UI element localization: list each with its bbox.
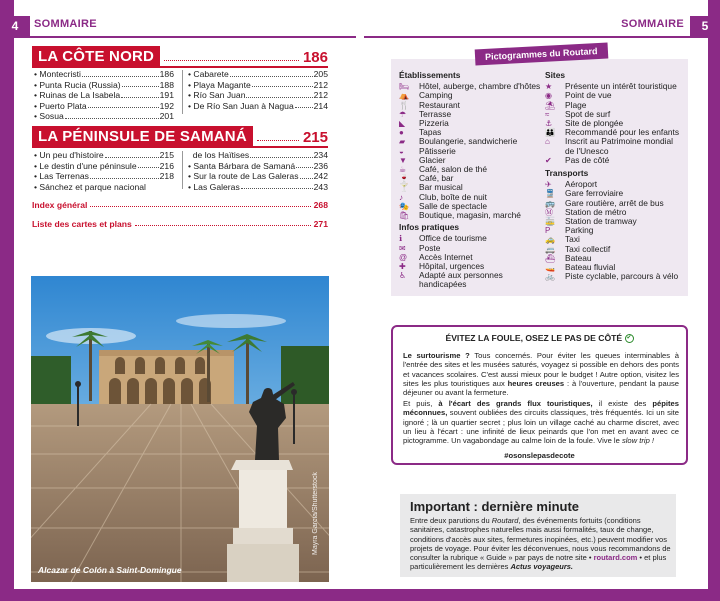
toc-page: 212	[313, 90, 328, 101]
toc-entry[interactable]	[34, 182, 174, 193]
toc-entry[interactable]	[34, 90, 174, 101]
leader-dots	[82, 69, 159, 77]
infos-list	[399, 234, 541, 289]
toc-name: Santa Bárbara de Samaná	[193, 160, 296, 171]
pictogram-icon: ℹ	[399, 234, 403, 244]
maps-list-link[interactable]	[32, 219, 328, 229]
pictogram-label: Point de vue	[565, 90, 612, 101]
pictogram-item	[399, 271, 541, 289]
pictogram-label: Gare ferroviaire	[565, 188, 624, 199]
right-header-rule	[364, 36, 708, 38]
pictogram-icon: 🍸	[399, 183, 409, 193]
toc-column	[188, 150, 328, 192]
leader-dots	[90, 200, 310, 207]
pictogram-label: Hôtel, auberge, chambre d'hôtes	[419, 81, 541, 92]
section-page: 186	[302, 49, 328, 66]
pictogram-label: Accès Internet	[419, 251, 473, 262]
toc-page: 218	[159, 171, 174, 182]
left-border	[0, 0, 14, 601]
pictogram-icon: ▼	[399, 155, 407, 165]
pictogram-label: Pas de côté	[565, 154, 610, 165]
toc-name: Sánchez et parque nacional	[39, 181, 146, 192]
toc-entry[interactable]	[34, 150, 174, 161]
toc-name: Las Terrenas	[39, 171, 89, 182]
pictogram-icon: 🚌	[545, 198, 555, 208]
pictogram-label: Piste cyclable, parcours à vélo	[565, 271, 679, 282]
toc-name: Sur la route de Las Galeras	[193, 171, 299, 182]
pictogram-label: Restaurant	[419, 99, 460, 110]
leader-dots	[257, 140, 299, 141]
toc-column	[34, 150, 174, 192]
pictogram-label: Salle de spectacle	[419, 200, 487, 211]
pictogram-label: Glacier	[419, 154, 446, 165]
toc-page: 188	[159, 79, 174, 90]
pictogram-icon: ◣	[399, 119, 406, 129]
pictogram-icon: 🍷	[399, 174, 409, 184]
crowds-text: souvent oubliées des circuits classiques, très fréquentés. Ici un site ignoré ; là un quartier secret ; plus loin un village caché au charme discret, avec un lieu	[403, 408, 679, 436]
pictogram-label: Café, salon de thé	[419, 164, 487, 175]
left-header-rule	[14, 36, 356, 38]
pictogram-icon: ⚓	[545, 119, 553, 129]
pictogram-label: Pizzeria	[419, 118, 449, 129]
pictograms-title: Pictogrammes du Routard	[475, 43, 608, 66]
toc-entry[interactable]	[188, 171, 328, 182]
leader-dots	[88, 101, 159, 109]
pictogram-icon: ▰	[399, 137, 406, 147]
bullet: •	[34, 111, 40, 122]
right-border	[708, 0, 720, 601]
pictogram-icon: Ⓜ	[545, 207, 553, 217]
bullet: •	[188, 69, 194, 79]
toc-name: Cabarete	[193, 69, 229, 79]
crowds-bold: à l'écart des grands flux touristiques,	[438, 399, 593, 408]
section-title: LA CÔTE NORD	[32, 46, 160, 66]
toc-entry[interactable]	[34, 171, 174, 182]
link-page: 271	[313, 219, 328, 229]
leader-dots	[250, 150, 313, 158]
toc-entry[interactable]	[34, 101, 174, 112]
toc-name: Punta Rucia (Russia)	[39, 79, 121, 90]
routard-link[interactable]: routard.com	[593, 553, 638, 563]
toc-entry[interactable]	[34, 69, 174, 80]
link-label: Liste des cartes et plans	[32, 219, 132, 229]
toc-page: 243	[313, 181, 328, 192]
column-divider	[182, 70, 183, 114]
sites-list	[545, 82, 683, 165]
important-text-part: • et plus particulièrement les dernières	[410, 553, 667, 572]
pictogram-label: Gare routière, arrêt de bus	[565, 197, 664, 208]
important-italic: Routard	[491, 516, 519, 525]
pictogram-icon: ●	[399, 128, 404, 138]
crowds-bold: pépites méconnues,	[403, 399, 679, 418]
crowds-text: Tous concernés. Pour éviter les queues interminables à l'entrée des sites et les musées saturés, voyagez si possible en dehors des ponts et vacances scolaires. C'est aussi mieux pour le budget ! Autre option, visitez les sites les plus touristiques aux	[403, 351, 679, 388]
important-text-part: Entre deux parutions du	[410, 516, 492, 525]
toc-page: 201	[159, 111, 174, 122]
bullet: •	[188, 181, 194, 192]
pictogram-icon: ✚	[399, 262, 406, 272]
section-rule	[32, 146, 328, 148]
transports-heading: Transports	[545, 168, 589, 179]
leader-dots	[90, 171, 159, 179]
bullet: •	[34, 171, 40, 182]
pictogram-label: Bateau	[565, 252, 592, 263]
pictogram-label: Camping	[419, 90, 453, 101]
pictogram-label: Spot de surf	[565, 108, 611, 119]
toc-page: 191	[159, 90, 174, 101]
pictogram-label: Pâtisserie	[419, 145, 456, 156]
toc-name: Montecristi	[39, 69, 81, 79]
pictogram-label: Présente un intérêt touristique	[565, 81, 677, 92]
leader-dots	[65, 111, 159, 119]
crowds-text: à l'écart : une infinité de lieux peinards que l'on met en avant avec ce pictogramme. Un vagabondage au calme loin de la foule. Vive le	[403, 426, 679, 446]
bullet: •	[34, 160, 40, 171]
photo-caption: Alcazar de Colón à Saint-Domingue	[38, 565, 182, 575]
pictogram-icon: @	[399, 252, 408, 262]
pictogram-icon: ✉	[399, 243, 406, 253]
pictogram-icon: ⛴	[545, 253, 556, 263]
pas-de-cote-icon: ✔	[626, 335, 632, 342]
pictogram-icon: P	[545, 226, 551, 236]
crowds-text: Et puis,	[403, 399, 439, 408]
pictogram-item	[545, 272, 683, 281]
pictogram-item	[545, 156, 683, 165]
pictogram-icon: ★	[545, 82, 553, 92]
pictogram-label: Club, boîte de nuit	[419, 191, 487, 202]
actus-voyageurs-link[interactable]: Actus voyageurs.	[510, 562, 573, 572]
important-title: Important : dernière minute	[410, 499, 580, 514]
sites-heading: Sites	[545, 70, 566, 80]
pictogram-label: Aéroport	[565, 179, 598, 190]
photo-credit: Mayra Garcia/Shutterstock	[312, 472, 319, 555]
bullet: •	[188, 100, 194, 111]
important-box	[400, 494, 676, 577]
bottom-border	[0, 589, 720, 601]
pictogram-icon: 🚲	[545, 272, 555, 282]
pictogram-icon: 🍴	[399, 100, 409, 110]
link-label: Index général	[32, 200, 88, 210]
transports-list	[545, 180, 683, 281]
infos-heading: Infos pratiques	[399, 222, 460, 233]
avoid-crowds-title	[393, 333, 686, 343]
toc-page: 215	[159, 150, 174, 160]
pictograms-left-column	[399, 71, 541, 290]
toc-page: 234	[313, 150, 328, 160]
pictogram-label: Parking	[565, 225, 594, 236]
toc-name: Un peu d'histoire	[39, 150, 104, 160]
toc-name: Le destin d'une péninsule	[39, 160, 137, 171]
avoid-crowds-title-text: ÉVITEZ LA FOULE, OSEZ LE PAS DE CÔTÉ	[445, 333, 623, 343]
pictogram-icon: 🚤	[545, 263, 555, 273]
bullet: •	[34, 90, 40, 101]
left-page-title: SOMMAIRE	[34, 18, 97, 30]
pictogram-icon: ♿	[399, 271, 407, 281]
pictogram-label: Station de métro	[565, 206, 627, 217]
section-page: 215	[302, 129, 328, 146]
crowds-bold: heures creuses	[507, 378, 565, 388]
toc-entry[interactable]	[34, 80, 174, 91]
toc-entry[interactable]	[188, 101, 328, 112]
link-page: 268	[313, 200, 328, 210]
bullet: •	[34, 79, 40, 90]
column-divider	[182, 151, 183, 189]
toc-name: Sosua	[39, 111, 64, 122]
bullet: •	[188, 171, 194, 182]
index-general-link[interactable]	[32, 200, 328, 210]
pictogram-item	[399, 211, 541, 220]
pictogram-icon: 👪	[545, 128, 555, 138]
toc-entry[interactable]	[34, 111, 174, 122]
pictogram-label: Adapté aux personnes handicapées	[419, 270, 503, 290]
bullet: •	[188, 79, 194, 90]
pictogram-icon: ◒	[399, 146, 404, 156]
pictogram-label: Boutique, magasin, marché	[419, 210, 521, 221]
toc-name: Ruinas de La Isabela	[39, 90, 121, 101]
leader-dots	[105, 150, 159, 158]
important-text	[410, 516, 672, 572]
crowds-hashtag[interactable]: #osonslepasdecote	[504, 451, 575, 460]
leader-dots	[230, 69, 313, 77]
crowds-lead: Le surtourisme ?	[403, 351, 470, 360]
pictogram-icon: 🚋	[545, 217, 555, 227]
toc-page: 192	[159, 100, 174, 111]
right-page-title: SOMMAIRE	[621, 18, 684, 30]
leader-dots	[138, 161, 159, 169]
leader-dots	[296, 161, 312, 169]
toc-name: Río San Juan	[193, 90, 246, 101]
toc-entry[interactable]	[188, 182, 328, 193]
bullet: •	[188, 90, 194, 101]
toc-entry[interactable]	[188, 161, 328, 172]
pictogram-label: Tapas	[419, 127, 442, 138]
toc-entry[interactable]	[188, 90, 328, 101]
bullet: •	[188, 160, 194, 171]
toc-entry[interactable]	[188, 80, 328, 91]
pictogram-label: Taxi collectif	[565, 243, 611, 254]
pictogram-icon: ☂	[399, 109, 407, 119]
toc-page: 236	[313, 160, 328, 171]
pictograms-right-column	[545, 71, 683, 281]
pictogram-label: Bar musical	[419, 182, 463, 193]
leader-dots	[164, 60, 299, 61]
important-text-part: , des événements fortuits (conditions sanitaires, catastrophes naturelles mais aussi formalités, taux de change, conditions d'accès aux sites, fermetures inopinées, etc.) peuvent modifier vos projets de voyage. Pour éviter les déconvenues, nous vous recommandons de consulter la rubrique « Guide » par pays de notre site •	[410, 516, 671, 563]
right-page-number: 5	[690, 16, 720, 36]
toc-column	[34, 69, 174, 122]
pictogram-label: Station de tramway	[565, 216, 637, 227]
toc-page: 216	[159, 160, 174, 171]
alcazar-photo	[31, 276, 329, 582]
pictogram-label: Bateau fluvial	[565, 262, 616, 273]
leader-dots	[241, 182, 313, 190]
crowds-text: : à l'ouverture, pendant la pause déjeuner ou avant la fermeture.	[403, 378, 679, 398]
pictogram-icon: ♪	[399, 192, 403, 202]
pictogram-icon: ◉	[545, 91, 552, 101]
pictogram-label: Inscrit au Patrimoine mondial de l'Unesco	[565, 136, 673, 156]
toc-page: 205	[313, 69, 328, 79]
pictogram-icon: ≈	[545, 109, 550, 119]
pictogram-icon: 🚕	[545, 235, 555, 245]
toc-name: Playa Magante	[193, 79, 251, 90]
toc-column	[188, 69, 328, 111]
toc-name: de los Haïtises	[192, 150, 250, 160]
leader-dots	[295, 101, 313, 109]
leader-dots	[300, 171, 313, 179]
pictogram-icon: ⛱	[545, 100, 556, 110]
bullet: •	[34, 181, 40, 192]
crowds-italic: slow trip !	[621, 436, 655, 446]
etablissements-list	[399, 82, 541, 220]
left-page-number: 4	[0, 16, 30, 36]
toc-page: 186	[159, 69, 174, 79]
pictogram-icon: 🛏	[399, 82, 410, 92]
crowds-paragraph-1	[403, 351, 679, 397]
pictogram-label: Site de plongée	[565, 118, 624, 129]
pictogram-label: Boulangerie, sandwicherie	[419, 136, 518, 147]
crowds-text: il existe des	[592, 399, 653, 408]
pictogram-label: Hôpital, urgences	[419, 261, 485, 272]
leader-dots	[122, 80, 159, 88]
pictogram-icon: 🚐	[545, 244, 555, 254]
pictogram-icon: 🛍	[399, 211, 410, 221]
pictogram-icon: ⌂	[545, 137, 550, 147]
pictogram-icon: 🚆	[545, 189, 555, 199]
toc-entry[interactable]	[188, 150, 328, 161]
crowds-paragraph-2	[403, 399, 679, 445]
section-cote-nord-heading[interactable]	[32, 44, 328, 66]
toc-page: 212	[313, 79, 328, 90]
pictogram-label: Plage	[565, 99, 587, 110]
toc-name: Puerto Plata	[39, 100, 87, 111]
pictogram-label: Terrasse	[419, 108, 452, 119]
pictogram-label: Recommandé pour les enfants	[565, 127, 680, 138]
etablissements-heading: Établissements	[399, 70, 461, 80]
pictogram-icon: ✈	[545, 180, 552, 190]
pictogram-icon: 🎭	[399, 201, 409, 211]
avoid-crowds-box	[391, 325, 688, 465]
pictogram-icon: ⛺	[399, 91, 409, 101]
pictogram-item	[545, 137, 683, 155]
bullet: •	[34, 100, 40, 111]
toc-page: 214	[313, 100, 328, 111]
section-rule	[32, 66, 328, 68]
leader-dots	[246, 90, 312, 98]
pictogram-icon: ✔	[545, 155, 552, 165]
bullet: •	[34, 69, 40, 79]
pictogram-label: Office de tourisme	[419, 233, 487, 244]
pictogram-label: Taxi	[565, 234, 580, 245]
leader-dots	[121, 90, 159, 98]
leader-dots	[252, 80, 313, 88]
pictogram-label: Café, bar	[419, 173, 454, 184]
toc-entry[interactable]	[34, 161, 174, 172]
toc-name: Las Galeras	[193, 181, 240, 192]
leader-dots	[135, 219, 311, 226]
toc-entry[interactable]	[188, 69, 328, 80]
section-title: LA PÉNINSULE DE SAMANÁ	[32, 126, 253, 146]
pictogram-icon: ☕	[399, 165, 407, 175]
section-samana-heading[interactable]	[32, 124, 328, 146]
toc-name: De Río San Juan à Nagua	[193, 100, 294, 111]
pictogram-label: Poste	[419, 242, 441, 253]
toc-page: 242	[313, 171, 328, 182]
bullet: •	[34, 150, 40, 160]
